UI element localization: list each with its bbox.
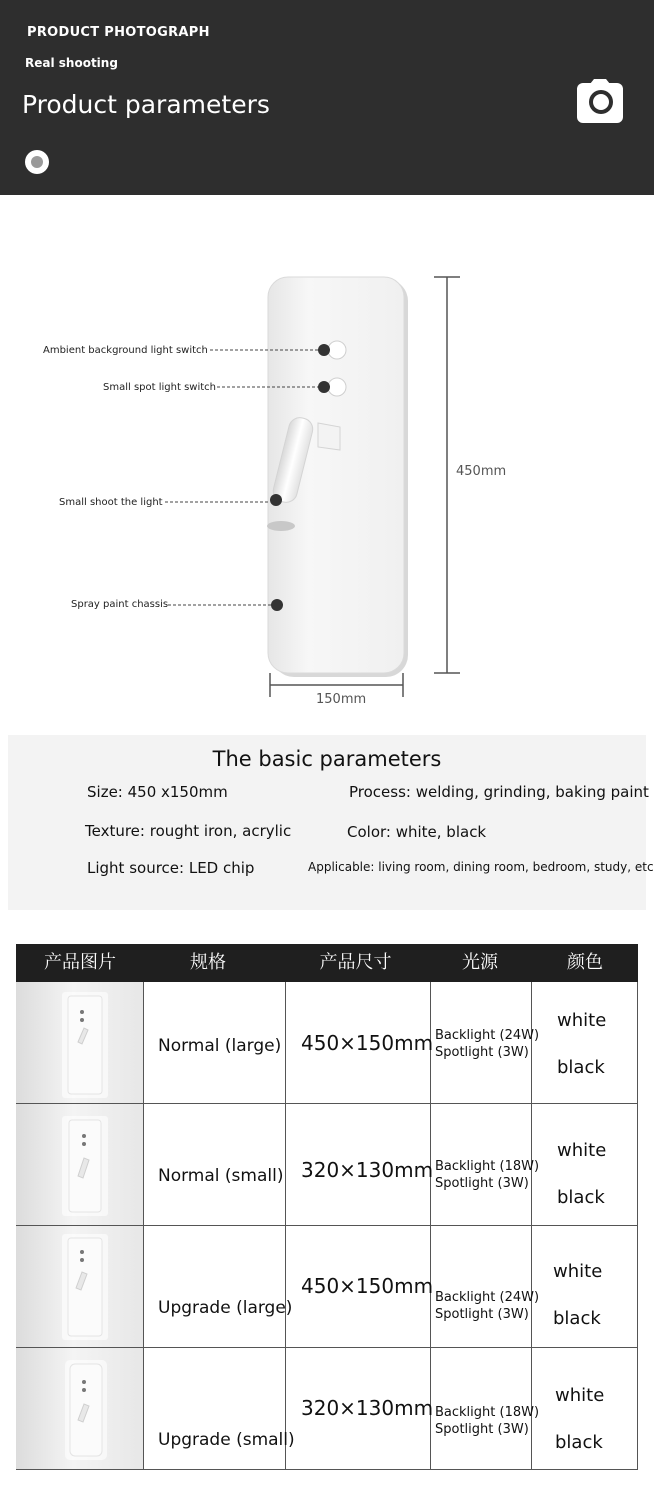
size-label: 450×150mm (301, 1031, 434, 1055)
param-process: Process: welding, grinding, baking paint (349, 783, 649, 801)
header-product-image: 产品图片 (44, 952, 116, 973)
size-label: 450×150mm (301, 1274, 434, 1298)
size-label: 320×130mm (301, 1396, 434, 1420)
color-white: white (555, 1385, 605, 1406)
product-thumbnail (16, 1348, 144, 1470)
camera-icon (576, 78, 624, 128)
backlight-label: Backlight (24W) (435, 1290, 540, 1305)
brand-label: PRODUCT PHOTOGRAPH (27, 25, 210, 40)
callout-chassis: Spray paint chassis (71, 599, 169, 610)
param-color: Color: white, black (347, 823, 487, 841)
backlight-label: Backlight (18W) (435, 1159, 540, 1174)
param-size: Size: 450 x150mm (87, 783, 228, 801)
width-dimension-label: 150mm (316, 692, 367, 707)
header-banner (0, 0, 654, 195)
color-white: white (553, 1261, 603, 1282)
header-light-source: 光源 (462, 952, 498, 973)
table-row (16, 982, 638, 1104)
header-size: 产品尺寸 (319, 952, 392, 973)
header-color: 颜色 (567, 952, 603, 973)
spec-label: Upgrade (small) (158, 1430, 295, 1450)
color-white: white (557, 1140, 607, 1161)
table-row (16, 1348, 638, 1470)
backlight-label: Backlight (18W) (435, 1405, 540, 1420)
param-applicable: Applicable: living room, dining room, bedroom, study, etc (308, 860, 654, 874)
color-black: black (553, 1308, 601, 1329)
spotlight-label: Spotlight (3W) (435, 1422, 529, 1437)
callout-spot-light: Small shoot the light (59, 497, 163, 508)
spec-label: Normal (small) (158, 1166, 284, 1186)
callout-spot-switch: Small spot light switch (103, 382, 216, 393)
product-thumbnail (16, 1226, 144, 1348)
bullet-icon (25, 150, 49, 174)
spec-label: Normal (large) (158, 1036, 282, 1056)
basic-parameters-title: The basic parameters (212, 747, 442, 771)
spec-label: Upgrade (large) (158, 1298, 293, 1318)
callout-ambient-switch: Ambient background light switch (43, 345, 208, 356)
color-black: black (557, 1057, 605, 1078)
product-diagram (0, 195, 654, 735)
backlight-label: Backlight (24W) (435, 1028, 540, 1043)
table-row (16, 1226, 638, 1348)
page-title: Product parameters (22, 90, 270, 119)
product-thumbnail (16, 982, 144, 1104)
table-header (16, 944, 638, 982)
subtitle-label: Real shooting (25, 56, 118, 70)
product-thumbnail (16, 1104, 144, 1226)
color-black: black (557, 1187, 605, 1208)
color-white: white (557, 1010, 607, 1031)
header-spec: 规格 (190, 952, 226, 973)
lamp-illustration (0, 195, 654, 735)
height-dimension-label: 450mm (456, 464, 507, 479)
spotlight-label: Spotlight (3W) (435, 1307, 529, 1322)
basic-parameters-panel (8, 735, 654, 910)
size-label: 320×130mm (301, 1158, 434, 1182)
spotlight-label: Spotlight (3W) (435, 1045, 529, 1060)
param-texture: Texture: rought iron, acrylic (85, 822, 292, 840)
table-row (16, 1104, 638, 1226)
param-light-source: Light source: LED chip (87, 859, 255, 877)
spotlight-label: Spotlight (3W) (435, 1176, 529, 1191)
color-black: black (555, 1432, 603, 1453)
